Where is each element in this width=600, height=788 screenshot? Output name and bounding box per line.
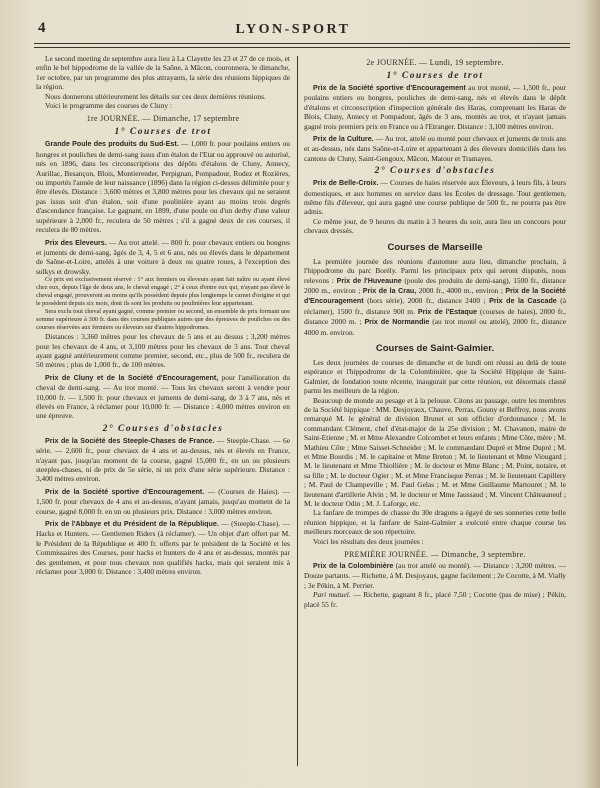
race-title: Prix de Belle-Croix. xyxy=(313,179,379,188)
page-binding-edge xyxy=(586,0,600,788)
section-heading: 1° Courses de trot xyxy=(114,127,212,138)
race-title: Prix de la Société sportive d'Encouragement xyxy=(313,84,466,92)
race-text: — (Steeple-Chase). — Hacks et Hunters. — Gentlemen Riders (à réclamer). — Un objet d'art offert par M. le Président de la République et 400 fr. offerts par le président de la Société et les Commissaires des Courses, pour hacks et hunters de 4 ans et au-dessus, montés par des gentlemen, et pour tous chevaux non qualifiés hacks, mais qui seraient mis à réclamer pour 3,000 fr. Distance : 3,400 mètres environ. xyxy=(36,519,290,577)
race-text: — Au trot, attelé ou monté pour chevaux et juments de trois ans et au-dessus, nés dans Saône-et-Loire et appartenant à des éleveurs domiciliés dans les cantons de Cluny, Saint-Gengoux, Mâcon, Matour et Tramayes. xyxy=(304,134,566,163)
section-heading: 2° Courses d'obstacles xyxy=(374,166,496,177)
race-text: (au trot attelé ou monté). — Distance : 3,200 mètres. — Douze partants. — Richette, à M. Desjoyaux, gagne facilement ; 2e Cocotte, à M. Vially ; 3e Pékin, à M. Perrier. xyxy=(304,561,566,590)
race-title: Prix de Normandie xyxy=(364,318,430,327)
day-heading: 2e JOURNÉE. — Lundi, 19 septembre. xyxy=(366,58,504,67)
race-entry xyxy=(304,178,566,217)
paragraph: Voici le programme des courses de Cluny : xyxy=(45,101,172,111)
race-title: Prix de la Société d'Encouragement xyxy=(304,286,566,306)
race-entry xyxy=(36,519,290,576)
text: (courses de haies), 2000 fr., distance 2000 m. ; xyxy=(304,306,566,327)
race-entry xyxy=(304,83,566,131)
fine-print: Ce prix est exclusivement réservé : 1° aux fermiers ou éleveurs ayant fait naître ou ayant élevé chez eux, depuis l'âge de deux ans, le cheval engagé ; 2° à ceux d'entre eux qui, n'ayant pas élevé le cheval engagé, prouveront au moins qu'ils possèdent depuis plus longtemps le carnet d'origine et qui le possèdent depuis six mois, dont ils sont les produits ou poulinières leur appartenant. xyxy=(36,276,290,308)
paragraph: Nous donnerons ultérieurement les détails sur ces deux dernières réunions. xyxy=(45,91,266,101)
race-text: au trot monté, — 1,500 fr., pour poulains entiers ou hongres, pouliches de demi-sang, nés et élevés dans le dépôt d'étalons et circonscription d'inspection générale des Haras, comprenant les Haras de Blois, Cluny, Annecy et Pompadour, âgés de 3 ans, montés au trot, et n'ayant jamais gagné trois premiers prix en France ou à l'Etranger. Distance : 3,100 mètres environ. xyxy=(304,83,566,131)
race-entry xyxy=(36,139,290,234)
header-rule xyxy=(34,43,570,44)
left-column xyxy=(36,54,290,772)
race-title: Prix de l'Abbaye et du Président de la République. xyxy=(45,520,219,529)
article-heading-marseille: Courses de Marseille xyxy=(387,241,483,253)
text: (à réclamer), 1500 fr., distance 900 m. xyxy=(304,296,566,316)
race-text: — 1,000 fr. pour poulains entiers ou hongres et pouliches de demi-sang issus d'un étalon de l'Etat ou approuvé ou autorisé, nés en 1896, dans les circonscriptions des dépôts d'étalons de Cluny, Annecy, Aurillac, Besançon, Blois, Montierender, Perpignan, Pompadour, Rodez et Rozières, ou importés l'année de leur naissance (1896) dans la région ci-dessus délimitée pour y être élevés. Distance : 3,600 mètres et 3,800 mètres pour les chevaux qui ne seraient pas issus soit d'un étalon, soit d'une poulinière ayant au moins trois degrés d'ascendance française. Le gagnant, en 1899, d'une poule ou d'un derby d'une valeur supérieure à 2,000 fr., reculera de 50 mètres ; s'il a gagné deux de ces courses, il reculera de 80 mètres. xyxy=(36,139,290,235)
race-text: — Au trot attelé. — 800 fr. pour chevaux entiers ou hongres et juments de demi-sang, âgés de 3, 4, 5 et 6 ans, nés ou élevés dans le département de Saône-et-Loire, attelés à une voiture à deux ou quatre roues, à l'exception des sulkys et drowsky. xyxy=(36,237,290,276)
article-heading-saint-galmier: Courses de Saint-Galmier. xyxy=(375,342,495,354)
paragraph xyxy=(304,257,566,337)
text: 2000 fr., 4000 m., environ ; xyxy=(418,285,503,295)
fine-print: Sera exclu tout cheval ayant gagné, comme premier ou second, un ensemble de prix formant une somme supérieure à 300 fr. dans des courses publiques autres que des épreuves de pouliches ou des courses réservées aux fermiers ou éleveurs sur d'autres hippodromes. xyxy=(36,308,290,332)
paragraph: Distances : 3,360 mètres pour les chevaux de 5 ans et au dessus ; 3,200 mètres pour les chevaux de 4 ans, et 3,100 mètres pour les chevaux de 3 ans. Tout cheval ayant gagné antérieurement comme premier, second, etc., plus de 500 fr., reculera de 50 mètres ; plus de 1,000 fr., de 100 mètres. xyxy=(36,332,290,370)
race-title: Prix de la Cascade xyxy=(489,297,557,306)
paragraph: Voici les résultats des deux journées : xyxy=(313,536,424,546)
paragraph: Beaucoup de monde au pesage et à la pelouse. Citons au passage, outre les membres de la Société hippique : MM. Desjoyaux, Chauve, Perras, Gouny et Beffroy, nous avons remarqué M. le général de division Brunet et son officier d'ordonnance ; M. le commandant Clément, chef d'état-major de la 25e division ; M. Chavanon, maire de Saint-Etienne ; M. et Mme Alexandre Colcombet et leurs enfants ; Mme Côte, mère ; M. Mathieu Côte ; Mme Saisset-Schneider ; M. le commandant Dupré et Mme Dupré ; M. et Mme Bourdis ; M. le capitaine et Mme Breton ; M. le lieutenant et Mme Viougard ; M. le lieutenant et Mme Thiollière ; M. le docteur et Mme Blanc ; M. Point, notaire, et sa fille ; M. le docteur Ogier ; M. et Mme Francisque Perras ; M. le lieutenant Capillery ; M. Paul de Champeville ; M. Paul Gelas ; M. et Mme Guillaume Martouret ; M. le lieutenant d'artillerie Alvin ; M. le docteur et Mme Jaussaud ; M. Vincent Châteauneuf ; M. le docteur Odin ; M. J. Laforge, etc. xyxy=(304,395,566,509)
day-heading: 1re JOURNÉE. — Dimanche, 17 septembre xyxy=(86,114,240,124)
paragraph: Le second meeting de septembre aura lieu à La Clayette les 23 et 27 de ce mois, et enfin le bel hippodrome de la vallée de la Saône, à Mâcon, couronnera, le dimanche, 1er octobre, par un programme des plus attrayants, la série des réunions hippiques de la région. xyxy=(36,54,290,92)
race-text: — (Courses de Haies). — 1,500 fr. pour chevaux de 4 ans et au-dessus, n'ayant jamais, jusqu'au moment de la course, gagné 8,000 fr. en un ou plusieurs prix. Distance : 3,000 mètres environ. xyxy=(36,486,290,516)
race-text: — Steeple-Chase. — 6e série. — 2,600 fr., pour chevaux de 4 ans et au-dessus, nés et élevés en France, n'ayant pas, jusqu'au moment de la course, gagné 15,000 fr., en un ou plusieurs steeples-chases, ni de prix de 5e série, ni un prix d'une série supérieure. Distance : 3,400 mètres environ. xyxy=(36,435,290,484)
race-entry xyxy=(304,561,566,590)
race-title: Prix de la Culture. xyxy=(313,135,374,144)
race-entry xyxy=(304,134,566,163)
column-divider xyxy=(297,56,298,766)
right-column xyxy=(304,54,566,772)
race-title: Prix de l'Huveaune xyxy=(336,276,402,285)
race-title: Prix de l'Estaque xyxy=(417,307,478,316)
race-title: Prix de la Société des Steeple-Chases de France. xyxy=(45,436,215,445)
day-heading: PREMIÈRE JOURNÉE. — Dimanche, 3 septembre. xyxy=(344,550,526,560)
text: (au trot monté ou attelé), 2000 fr., distance 4000 m. environ. xyxy=(304,317,566,337)
paragraph: La fanfare de trompes de chasse du 30e dragons a égayé de ses sonneries cette belle réunion hippique, et la fanfare de Saint-Galmier a exécuté entre chaque course les meilleurs morceaux de son répertoire. xyxy=(304,508,566,537)
race-entry xyxy=(36,238,290,277)
race-title: Prix de Cluny et de la Société d'Encouragement, xyxy=(45,373,219,382)
text: (poule des produits de demi-sang), 1500 fr., distance 2000 m., environ ; xyxy=(304,275,566,295)
paragraph: Ce même jour, de 9 heures du matin à 3 heures du soir, aura lieu un concours pour chevaux dressés. xyxy=(304,216,566,236)
race-title: Prix de la Colombinière xyxy=(313,562,394,571)
text: (hors série), 2000 fr., distance 2400 ; xyxy=(367,296,486,306)
paragraph: Les deux journées de courses de dimanche et de lundi ont réussi au delà de toute espérance et l'hippodrome de la Colombinière, que la Société Hippique de Saint-Galmier, de fondation toute récente, inaugurait par cette réunion, est désormais classé parmi les meilleurs de la région. xyxy=(304,357,566,396)
section-heading: 2° Courses d'obstacles xyxy=(102,423,224,434)
race-entry xyxy=(36,436,290,484)
race-title: Pari mutuel. xyxy=(313,590,351,600)
race-entry xyxy=(36,487,290,516)
page-number: 4 xyxy=(38,20,46,36)
race-entry xyxy=(36,373,290,421)
section-heading: 1° Courses de trot xyxy=(386,71,484,81)
race-text: — Richette, gagnant 8 fr., placé 7,50 ; Cocotte (pas de mise) ; Pékin, placé 55 fr. xyxy=(304,590,566,609)
race-text: — Courses de haies réservée aux Éleveurs, à leurs fils, à leurs domestiques, et aux hommes en service dans les Écoles de dressage. Tout gentlemen, même fils d'éleveur, qui aura gagné une course publique de 500 fr., ne pourra pas être admis. xyxy=(304,178,566,217)
text: La première journée des réunions d'automne aura lieu, dimanche prochain, à l'hippodrome du parc Borély. Parmi les principaux prix qui seront disputés, nous relevons : xyxy=(304,256,566,285)
race-title: Grande Poule des produits du Sud-Est. xyxy=(45,140,179,149)
race-entry xyxy=(304,590,566,609)
race-title: Prix de la Société sportive d'Encouragement. xyxy=(45,487,205,496)
race-title: Prix de la Crau, xyxy=(362,286,417,295)
race-text: pour l'amélioration du cheval de demi-sang. — Au trot monté. — Tous les chevaux seront à vendre pour 10,000 fr. — 1,500 fr. pour chevaux et juments de demi-sang, de 3 à 7 ans, nés et élevés en France, à réclamer pour 10,000 fr. — Distance : 4,000 mètres environ en une épreuve. xyxy=(36,372,290,421)
race-title: Prix des Eleveurs. xyxy=(45,238,107,247)
masthead: LYON-SPORT xyxy=(235,22,351,37)
header-rule-thin xyxy=(34,47,570,48)
